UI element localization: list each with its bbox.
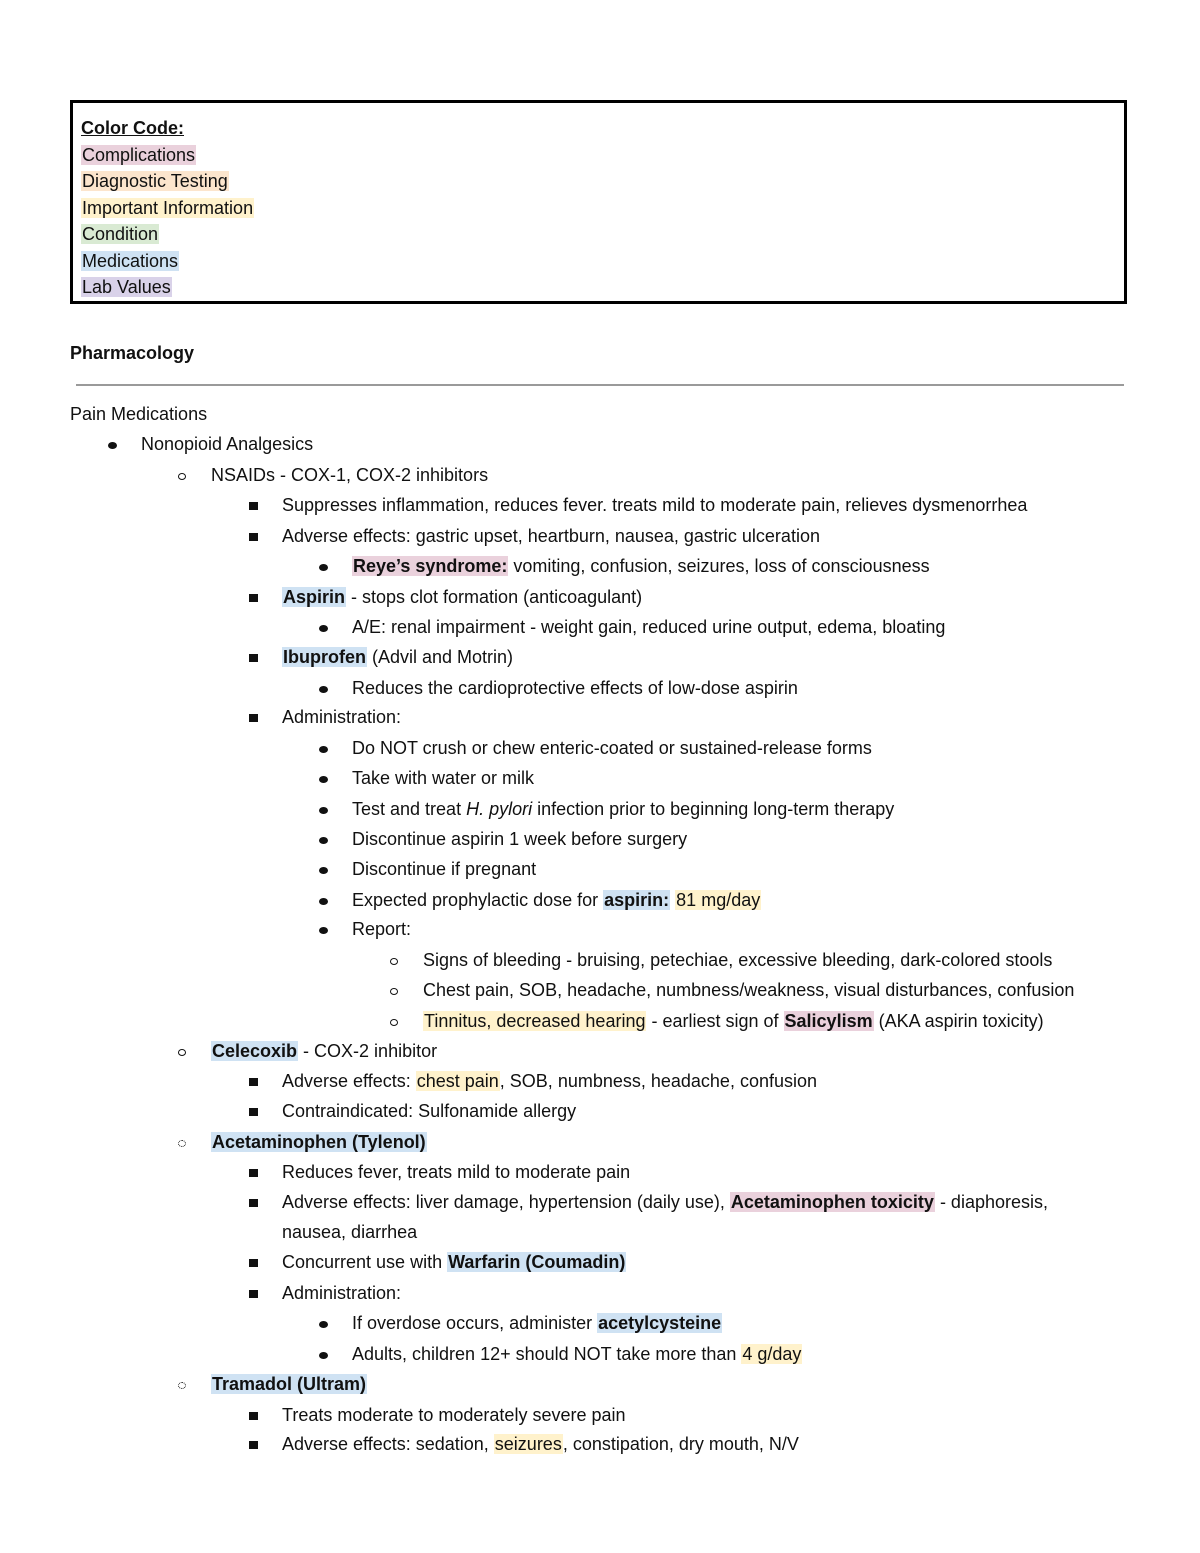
- celecoxib-label: Celecoxib: [212, 1041, 298, 1061]
- bullet-square-icon: [249, 1281, 258, 1305]
- report-3-complication: Salicylism: [784, 1011, 873, 1031]
- admin-3-italic: H. pylori: [466, 799, 533, 819]
- list-item-admin-3: [352, 797, 894, 821]
- bullet-square-icon: [249, 1250, 258, 1274]
- admin-3-text: Test and treat: [352, 799, 467, 819]
- list-item-administration: Administration:: [282, 707, 402, 727]
- admin-6-value: 81 mg/day: [676, 890, 761, 910]
- bullet-dot-icon: [319, 1311, 328, 1335]
- cele-ae-highlight: chest pain: [416, 1071, 499, 1091]
- bullet-dot-icon: [319, 615, 328, 639]
- list-item-ibuprofen: [282, 645, 513, 669]
- list-item-admin-6: [352, 888, 761, 912]
- list-item-acet-1: Reduces fever, treats mild to moderate pain: [282, 1162, 631, 1182]
- bullet-dot-icon: [319, 554, 328, 578]
- bullet-square-icon: [249, 1403, 258, 1427]
- ibuprofen-label: Ibuprofen: [283, 647, 366, 667]
- report-3-text: - earliest sign of: [646, 1011, 784, 1031]
- acet-2-complication: Acetaminophen toxicity: [730, 1192, 934, 1212]
- bullet-square-icon: [249, 1190, 258, 1214]
- list-item-celecoxib-ae: [282, 1069, 817, 1093]
- list-item-nsaids: NSAIDs - COX-1, COX-2 inhibitors: [211, 465, 489, 485]
- list-item-acet-3: [282, 1250, 626, 1274]
- cele-ae-text-end: , SOB, numbness, headache, confusion: [499, 1071, 817, 1091]
- bullet-square-icon: [249, 493, 258, 517]
- bullet-dot-icon: [319, 857, 328, 881]
- celecoxib-text: - COX-2 inhibitor: [298, 1041, 438, 1061]
- bullet-dot-icon: [319, 827, 328, 851]
- list-item-report-2: Chest pain, SOB, headache, numbness/weakness, visual disturbances, confusion: [423, 980, 1075, 1000]
- list-item-tram-2: [282, 1432, 799, 1456]
- bullet-square-icon: [249, 645, 258, 669]
- acet-admin-1-med: acetylcysteine: [598, 1313, 722, 1333]
- bullet-circle-icon: [390, 948, 398, 972]
- list-item-acet-2-cont: nausea, diarrhea: [282, 1222, 418, 1242]
- aspirin-label: Aspirin: [283, 587, 346, 607]
- list-item-celecoxib-contra: Contraindicated: Sulfonamide allergy: [282, 1101, 577, 1121]
- admin-3-text-end: infection prior to beginning long-term therapy: [532, 799, 895, 819]
- acet-admin-1-text: If overdose occurs, administer: [352, 1313, 598, 1333]
- legend-important-information: Important Information: [82, 197, 254, 218]
- bullet-dot-icon: [319, 797, 328, 821]
- bullet-dot-icon: [319, 1342, 328, 1366]
- acet-admin-2-text: Adults, children 12+ should NOT take more than: [352, 1344, 742, 1364]
- section-title: Pharmacology: [70, 343, 195, 363]
- bullet-dot-icon: [319, 766, 328, 790]
- bullet-dashed-circle-icon: [178, 1130, 186, 1154]
- list-item-acet-admin: Administration:: [282, 1283, 402, 1303]
- list-item-aspirin-ae: A/E: renal impairment - weight gain, reduced urine output, edema, bloating: [352, 617, 946, 637]
- list-item-tram-1: Treats moderate to moderately severe pain: [282, 1405, 626, 1425]
- bullet-square-icon: [249, 1432, 258, 1456]
- heading-pain-medications: Pain Medications: [70, 404, 208, 424]
- list-item-acet-admin-1: [352, 1311, 722, 1335]
- list-item-admin-2: Take with water or milk: [352, 768, 535, 788]
- bullet-dot-icon: [319, 917, 328, 941]
- list-item-ibuprofen-sub: Reduces the cardioprotective effects of low-dose aspirin: [352, 678, 798, 698]
- list-item-acet-2: [282, 1190, 1048, 1214]
- bullet-square-icon: [249, 1069, 258, 1093]
- bullet-dashed-circle-icon: [178, 1372, 186, 1396]
- bullet-circle-icon: [390, 978, 398, 1002]
- reye-label: Reye’s syndrome:: [353, 556, 508, 576]
- legend-lab-values: Lab Values: [82, 277, 171, 297]
- reye-text: vomiting, confusion, seizures, loss of consciousness: [508, 556, 930, 576]
- bullet-dot-icon: [319, 888, 328, 912]
- tram-2-text-end: , constipation, dry mouth, N/V: [562, 1434, 799, 1454]
- bullet-dot-icon: [319, 676, 328, 700]
- list-item-report-3: [423, 1009, 1044, 1033]
- bullet-square-icon: [249, 1160, 258, 1184]
- color-code-legend: [70, 100, 1127, 304]
- bullet-dot-icon: [319, 736, 328, 760]
- list-item-report-1: Signs of bleeding - bruising, petechiae, excessive bleeding, dark-colored stools: [423, 950, 1053, 970]
- cele-ae-text: Adverse effects:: [282, 1071, 416, 1091]
- legend-complications: Complications: [82, 144, 196, 165]
- aspirin-text: - stops clot formation (anticoagulant): [346, 587, 643, 607]
- report-3-highlight: Tinnitus, decreased hearing: [424, 1011, 646, 1031]
- bullet-circle-icon: [390, 1009, 398, 1033]
- acet-3-med: Warfarin (Coumadin): [448, 1252, 626, 1272]
- list-item-aspirin: [282, 585, 642, 609]
- list-item-celecoxib: [211, 1039, 437, 1063]
- bullet-square-icon: [249, 1099, 258, 1123]
- admin-6-text: Expected prophylactic dose for: [352, 890, 604, 910]
- legend-diagnostic-testing: Diagnostic Testing: [82, 171, 228, 191]
- list-item-reye: [352, 554, 930, 578]
- acet-2-text: Adverse effects: liver damage, hypertension (daily use),: [282, 1192, 730, 1212]
- list-item-admin-1: Do NOT crush or chew enteric-coated or sustained-release forms: [352, 738, 872, 758]
- list-item-nonopioid: Nonopioid Analgesics: [141, 434, 314, 454]
- list-item-nsaid-effects: Suppresses inflammation, reduces fever. treats mild to moderate pain, relieves dysmenorrhea: [282, 495, 1028, 515]
- bullet-dot-icon: [108, 432, 117, 456]
- bullet-square-icon: [249, 524, 258, 548]
- acet-2-text-end: - diaphoresis,: [934, 1192, 1048, 1212]
- list-item-nsaid-adverse: Adverse effects: gastric upset, heartburn, nausea, gastric ulceration: [282, 526, 820, 546]
- legend-condition: Condition: [82, 224, 159, 244]
- bullet-circle-icon: [178, 1039, 186, 1063]
- bullet-square-icon: [249, 705, 258, 729]
- list-item-report: Report:: [352, 919, 412, 939]
- list-item-admin-4: Discontinue aspirin 1 week before surgery: [352, 829, 688, 849]
- tramadol-label: Tramadol (Ultram): [212, 1374, 367, 1394]
- report-3-text-end: (AKA aspirin toxicity): [873, 1011, 1044, 1031]
- bullet-circle-icon: [178, 463, 186, 487]
- list-item-tramadol: [211, 1372, 367, 1396]
- acet-admin-2-value: 4 g/day: [742, 1344, 802, 1364]
- legend-title: Color Code:: [81, 118, 184, 138]
- acetaminophen-label: Acetaminophen (Tylenol): [212, 1132, 426, 1152]
- bullet-square-icon: [249, 585, 258, 609]
- acet-3-text: Concurrent use with: [282, 1252, 448, 1272]
- list-item-acetaminophen: [211, 1130, 427, 1154]
- tram-2-text: Adverse effects: sedation,: [282, 1434, 494, 1454]
- horizontal-divider: [76, 384, 1124, 386]
- legend-medications: Medications: [82, 250, 179, 271]
- list-item-admin-5: Discontinue if pregnant: [352, 859, 537, 879]
- ibuprofen-text: (Advil and Motrin): [367, 647, 514, 667]
- list-item-acet-admin-2: [352, 1342, 802, 1366]
- admin-6-med: aspirin:: [604, 890, 670, 910]
- tram-2-highlight: seizures: [494, 1434, 562, 1454]
